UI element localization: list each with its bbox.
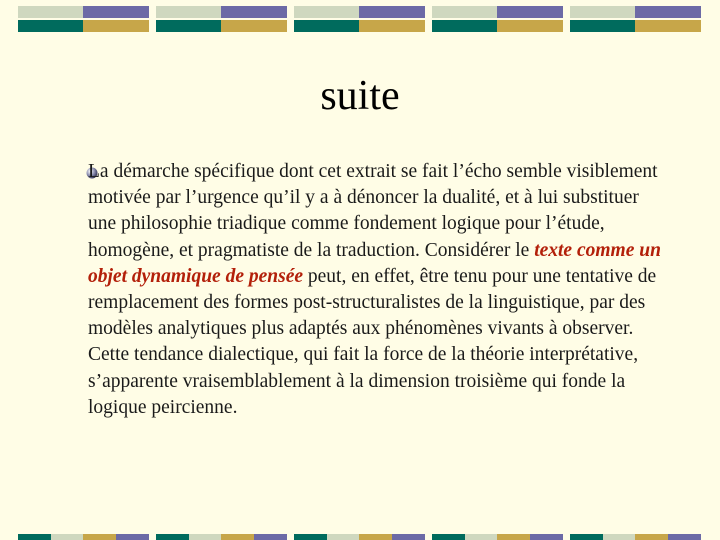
band-tile: [294, 6, 425, 34]
band-tile: [156, 6, 287, 34]
band-tile: [18, 6, 149, 34]
band-tile: [432, 534, 563, 540]
band-tile: [570, 534, 701, 540]
paragraph-text-part1: La démarche spécifique dont cet extrait se fait l’écho semble visiblement motivée par l’urgence qu’il y a à dénoncer la dualité, et à lui substituer une philosophie triadique comme fondement logique pour l’étude, homogène, et pragmatiste de la traduction. Considérer le: [88, 161, 658, 261]
band-tile: [156, 534, 287, 540]
bottom-decorative-band: [0, 530, 720, 540]
paragraph-emphasis: texte comme un objet dynamique de pensée: [88, 239, 661, 287]
top-decorative-band: [0, 0, 720, 30]
band-tile: [294, 534, 425, 540]
body-paragraph: [88, 159, 668, 421]
band-tile: [18, 534, 149, 540]
band-tile: [432, 6, 563, 34]
slide-title: suite: [320, 73, 400, 119]
paragraph-text-part2: peut, en effet, être tenu pour une tentative de remplacement des formes post-structuralistes de la linguistique, par des modèles analytiques plus adaptés aux phénomènes vivants à observer. Cette tendance dialectique, qui fait la force de la théorie interprétative, s’apparente vraisemblablement à la dimension troisième qui fonde la logique peircienne.: [88, 265, 657, 418]
band-tile: [570, 6, 701, 34]
